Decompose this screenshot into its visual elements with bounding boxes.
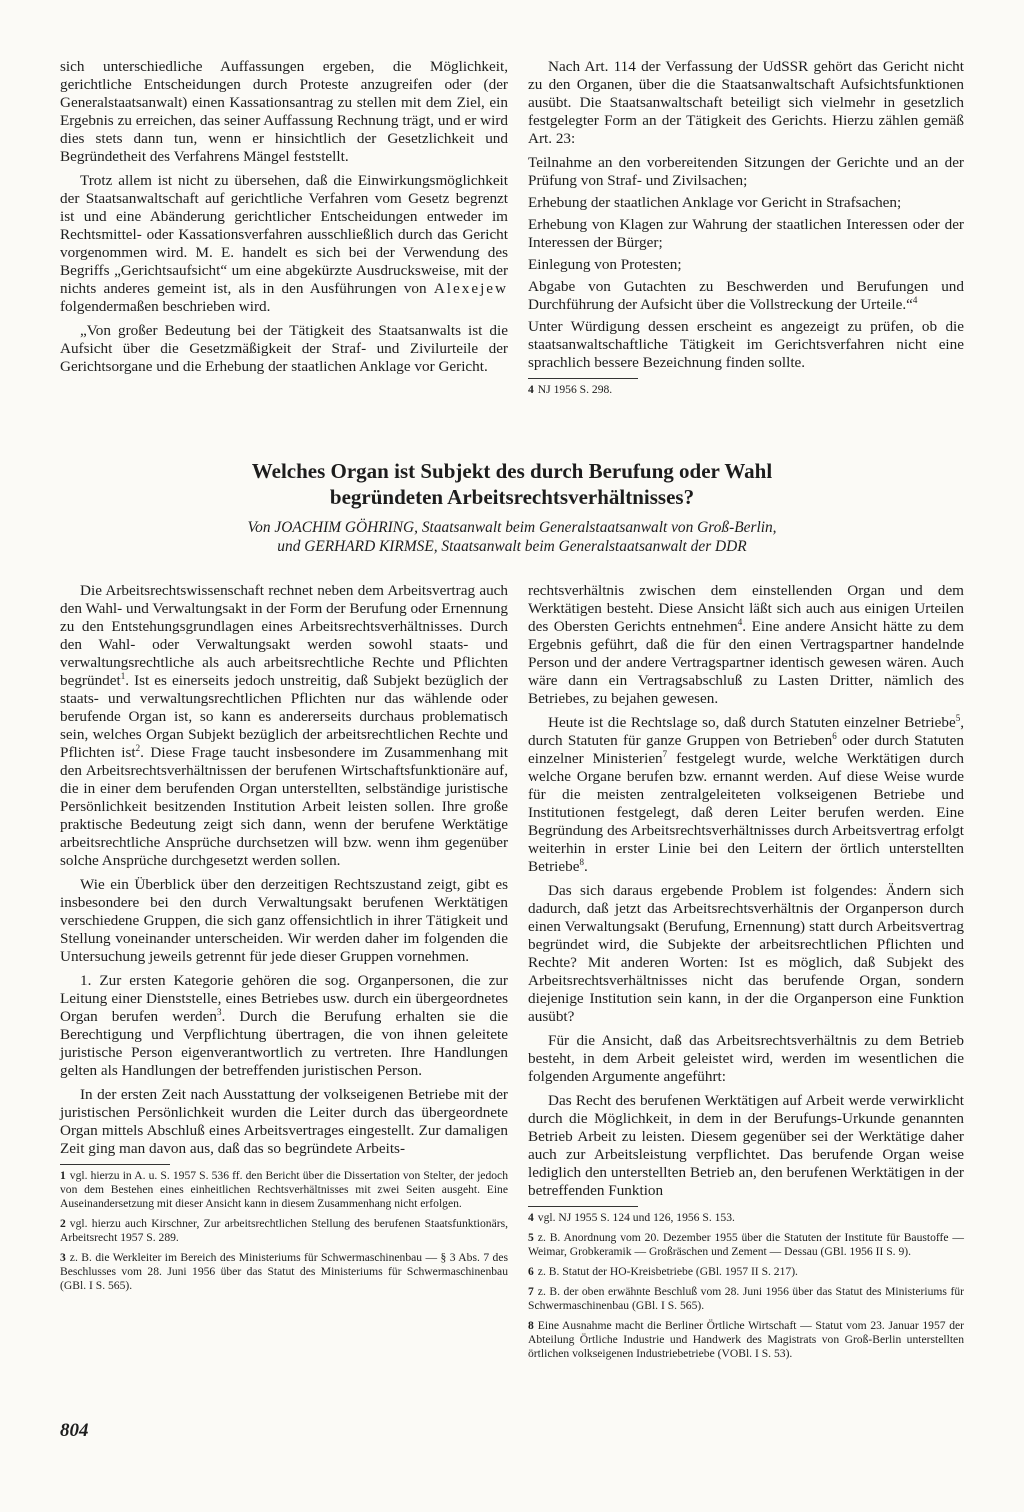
list-item: Teilnahme an den vorbereitenden Sitzungen der Gerichte und an der Prüfung von Straf- und Zivilsachen;	[528, 154, 964, 189]
footnote: 5 z. B. Anordnung vom 20. Dezember 1955 über die Statuten der Institute für Baustoffe — Weimar, Grobkeramik — Großräschen und Zement — Dessau (GBl. 1956 II S. 9).	[528, 1231, 964, 1258]
paragraph: 1. Zur ersten Kategorie gehören die sog. Organpersonen, die zur Leitung einer Dienststelle, eines Betriebes usw. durch ein übergeordnetes Organ berufen werden$^3$. Durch die Berufung erhalten sie die Berechtigung und Verpflichtung übertragen, die von ihnen geleitete juristische Person eigenverantwortlich zu vertreten. Ihre Handlungen gelten als Handlungen der betreffenden juristischen Person.	[60, 972, 508, 1079]
byline: Von JOACHIM GÖHRING, Staatsanwalt beim Generalstaatsanwalt von Groß-Berlin,	[247, 519, 777, 536]
author-name: Alexejew	[433, 280, 509, 297]
paragraph: Heute ist die Rechtslage so, daß durch Statuten einzelner Betriebe$^5$, durch Statuten für ganze Gruppen von Betrieben$^6$ oder durch Statuten einzelner Ministerien$^7$ festgelegt wurde, welche Werktätigen durch welche Organe berufen bzw. ernannt werden. Auf diese Weise wurde für die meisten zentralgeleiteten volkseigenen Betriebe und Institutionen festgelegt, daß deren Leiter berufen werden. Eine Begründung des Arbeitsrechtsverhältnisses durch Arbeitsvertrag erfolgt weiterhin in erster Linie bei den Leitern der örtlich unterstellten Betriebe$^8$.	[528, 712, 964, 875]
footnote-divider	[60, 1164, 170, 1165]
list-item: Einlegung von Protesten;	[528, 256, 682, 273]
footnote: 4 NJ 1956 S. 298.	[528, 383, 613, 396]
article-title: Welches Organ ist Subjekt des durch Berufung oder Wahl	[251, 459, 773, 483]
footnote: 8 Eine Ausnahme macht die Berliner Örtliche Wirtschaft — Statut vom 23. Januar 1957 der Abteilung Örtliche Industrie und Handwerk des Magistrats von Groß-Berlin unterstellten örtlichen volkseigenen Industriebetriebe (VOBl. I S. 53).	[528, 1319, 964, 1360]
paragraph: Nach Art. 114 der Verfassung der UdSSR gehört das Gericht nicht zu den Organen, über die die Staatsanwaltschaft Aufsichtsfunktionen ausübt. Die Staatsanwaltschaft beteiligt sich vielmehr in gesetzlich festgelegter Form an der Tätigkeit des Gerichts. Hierzu zählen gemäß Art. 23:	[528, 58, 964, 147]
footnote-ref: 4	[912, 294, 918, 305]
footnote-ref: 7	[662, 748, 668, 759]
footnote: 4 vgl. NJ 1955 S. 124 und 126, 1956 S. 153.	[528, 1211, 735, 1224]
paragraph: Für die Ansicht, daß das Arbeitsrechtsverhältnis zu dem Betrieb besteht, in dem Arbeit geleistet wird, werden im wesentlichen die folgenden Argumente angeführt:	[528, 1032, 964, 1085]
footnote-divider	[528, 378, 638, 379]
footnote-ref: 6	[832, 730, 837, 741]
bottom-right-column	[528, 582, 964, 1367]
footnote: 1 vgl. hierzu in A. u. S. 1957 S. 536 ff. den Bericht über die Dissertation von Stelter, der jedoch von dem Bestehen eines einheitlichen Rechtsverhältnisses mit zwei Seiten ausgeht. Eine Auseinandersetzung mit dieser Ansicht kann in diesem Zusammenhang nicht erfolgen.	[60, 1169, 508, 1210]
paragraph: Wie ein Überblick über den derzeitigen Rechtszustand zeigt, gibt es insbesondere bei den durch Verwaltungsakt berufenen Werktätigen verschiedene Gruppen, die sich ganz offensichtlich in ihrer Tätigkeit und Stellung voneinander unterscheiden. Wir werden daher im folgenden die Untersuchung jeweils getrennt für jede dieser Gruppen vornehmen.	[60, 876, 508, 965]
paragraph: Das Recht des berufenen Werktätigen auf Arbeit werde verwirklicht durch die Möglichkeit, in dem in der Berufungs-Urkunde genannten Betrieb Arbeit zu leisten. Diesem gegenüber sei der Werktätige daher auch zur Arbeitsleistung verpflichtet. Das berufende Organ weise lediglich den unterstellten Betrieb an, den berufenen Werktätigen in der betreffenden Funktion	[528, 1092, 964, 1199]
footnote-ref: 3	[216, 1006, 222, 1017]
list-item: Erhebung der staatlichen Anklage vor Gericht in Strafsachen;	[528, 194, 902, 211]
byline: und GERHARD KIRMSE, Staatsanwalt beim Generalstaatsanwalt der DDR	[277, 538, 747, 555]
paragraph: Die Arbeitsrechtswissenschaft rechnet neben dem Arbeitsvertrag auch den Wahl- und Verwaltungsakt in der Form der Berufung oder Ernennung zu den Entstehungsgrundlagen eines Arbeitsrechtsverhältnisses. Durch den Wahl- oder Verwaltungsakt werden sowohl staats- und verwaltungsrechtliche als auch arbeitsrechtliche Rechte und Pflichten begründet$^1$. Ist es einerseits jedoch unstreitig, daß Subjekt bezüglich der staats- und verwaltungsrechtlichen Pflichten nur das wählende oder berufende Organ ist, so kann es andererseits durchaus problematisch sein, welches Organ Subjekt bezüglich der arbeitsrechtlichen Rechte und Pflichten ist$^2$. Diese Frage taucht insbesondere im Zusammenhang mit den Arbeitsrechtsverhältnissen der berufenen Wirtschaftsfunktionäre auf, die in einer dem berufenden Organ unterstellten, selbständige juristische Persönlichkeit besitzenden Institution Arbeit leisten sollen. Ihre große praktische Bedeutung zeigt sich dann, wenn der berufene Werktätige arbeitsrechtliche Ansprüche durchsetzen will bzw. wenn ihm gegenüber solche Ansprüche durchgesetzt werden sollen.	[60, 582, 508, 869]
page-number: 804	[60, 1420, 89, 1441]
footnote-ref: 1	[120, 670, 126, 681]
article-header	[60, 458, 964, 556]
footnote-ref: 5	[955, 712, 961, 723]
quote-paragraph: „Von großer Bedeutung bei der Tätigkeit des Staatsanwalts ist die Aufsicht über die Gesetzmäßigkeit der Straf- und Zivilurteile der Gerichtsorgane und die Erhebung der staatlichen Anklage vor Gericht.	[60, 322, 508, 375]
paragraph: sich unterschiedliche Auffassungen ergeben, die Möglichkeit, gerichtliche Entscheidungen durch Proteste anzugreifen oder (der Generalstaatsanwalt) einen Kassationsantrag zu stellen mit dem Ziel, ein Ergebnis zu erreichen, das seiner Auffassung Rechnung trägt, und er wird dies stets dann tun, wenn er hinsichtlich der Gesetzlichkeit und Begründetheit des Verfahrens Mängel feststellt.	[60, 58, 508, 165]
footnote-ref: 2	[135, 742, 141, 753]
paragraph: rechtsverhältnis zwischen dem einstellenden Organ und dem Werktätigen besteht. Diese Ansicht läßt sich auch aus einigen Urteilen des Obersten Gerichts entnehmen$^4$. Eine andere Ansicht hätte zu dem Ergebnis geführt, daß die für den einen Vertragspartner handelnde Person und der andere Vertragspartner identisch gewesen wären. Auch wäre dann ein Vertragsabschluß zu Lasten Dritter, nämlich des Betriebes, zu bejahen gewesen.	[528, 582, 964, 707]
footnote: 2 vgl. hierzu auch Kirschner, Zur arbeitsrechtlichen Stellung des berufenen Staatsfunktionärs, Arbeitsrecht 1957 S. 289.	[60, 1217, 508, 1244]
list-item: Abgabe von Gutachten zu Beschwerden und Berufungen und Durchführung der Aufsicht über die Vollstreckung der Urteile.“$^4$	[528, 278, 964, 313]
bottom-left-column	[60, 582, 508, 1299]
top-right-column	[528, 58, 964, 403]
footnote-ref: 4	[737, 616, 743, 627]
article-title: begründeten Arbeitsrechtsverhältnisses?	[329, 485, 695, 509]
paragraph: Trotz allem ist nicht zu übersehen, daß die Einwirkungsmöglichkeit der Staatsanwaltschaft auf gerichtliche Verfahren vom Gesetz begrenzt ist und eine Abänderung gerichtlicher Entscheidungen entweder im Rechtsmittel- oder Kassationsverfahren ausschließlich durch das Gericht vorgenommen wird. M. E. handelt es sich bei der Verwendung des Begriffs „Gerichtsaufsicht“ um eine abgekürzte Ausdrucksweise, mit der nichts anderes gemeint ist, als in den Ausführungen von Alexejew folgendermaßen beschrieben wird.	[60, 172, 509, 315]
paragraph: In der ersten Zeit nach Ausstattung der volkseigenen Betriebe mit der juristischen Persönlichkeit wurden die Leiter durch das übergeordnete Organ mittels Abschluß eines Arbeitsvertrages eingestellt. Zur damaligen Zeit ging man davon aus, daß das so begründete Arbeits-	[60, 1086, 508, 1157]
list-item: Erhebung von Klagen zur Wahrung der staatlichen Interessen oder der Interessen der Bürger;	[528, 216, 964, 251]
paragraph: Unter Würdigung dessen erscheint es angezeigt zu prüfen, ob die staatsanwaltschaftliche Tätigkeit im Gerichtsverfahren nicht eine sprachlich bessere Bezeichnung finden sollte.	[528, 318, 964, 371]
footnote-ref: 8	[579, 856, 584, 867]
footnote: 3 z. B. die Werkleiter im Bereich des Ministeriums für Schwermaschinenbau — § 3 Abs. 7 des Beschlusses vom 28. Juni 1956 über das Statut des Ministeriums für Schwermaschinenbau (GBl. I S. 565).	[60, 1251, 508, 1292]
footnote-divider	[528, 1206, 638, 1207]
paragraph: Das sich daraus ergebende Problem ist folgendes: Ändern sich dadurch, daß jetzt das Arbeitsrechtsverhältnis der Organperson durch einen Verwaltungsakt (Berufung, Ernennung) statt durch Arbeitsvertrag begründet wird, die Subjekte der arbeitsrechtlichen Pflichten und Rechte? Mit anderen Worten: Ist es möglich, daß Subjekt des Arbeitsrechtsverhältnisses nicht das berufende Organ, sondern diejenige Institution sein kann, in der die Organperson eine Funktion ausübt?	[528, 882, 964, 1025]
footnote: 6 z. B. Statut der HO-Kreisbetriebe (GBl. 1957 II S. 217).	[528, 1265, 798, 1278]
top-left-column	[60, 58, 508, 376]
footnote: 7 z. B. der oben erwähnte Beschluß vom 28. Juni 1956 über das Statut des Ministeriums für Schwermaschinenbau (GBl. I S. 565).	[528, 1285, 964, 1312]
